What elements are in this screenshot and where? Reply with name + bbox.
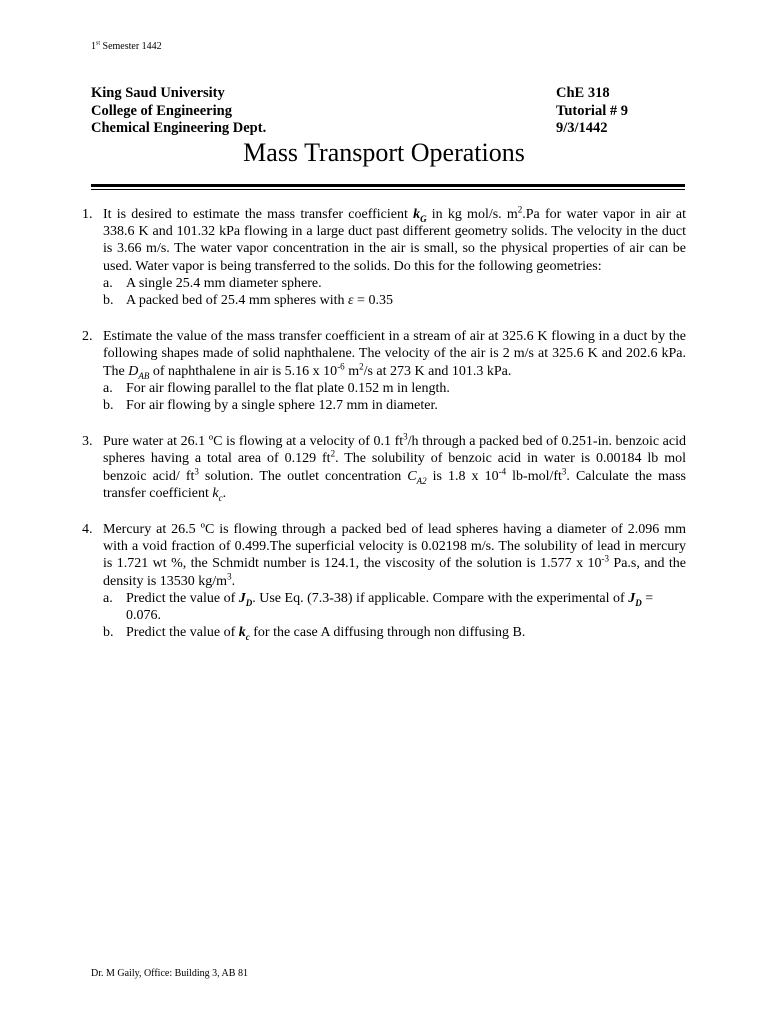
symbol: k — [212, 485, 219, 501]
text-run: . Use Eq. (7.3-38) if applicable. Compare with the experimental of — [252, 590, 629, 606]
subquestion-item — [103, 275, 686, 292]
problem-item — [82, 328, 686, 414]
problem-number: 1. — [82, 207, 93, 222]
text-run: solution. The outlet concentration — [198, 468, 408, 484]
subquestion-text: A single 25.4 mm diameter sphere. — [126, 275, 322, 291]
subquestion-item — [103, 397, 686, 414]
math-symbol — [238, 625, 250, 643]
page-title: Mass Transport Operations — [243, 138, 525, 167]
problem-text — [103, 206, 686, 275]
subquestion-label: b. — [103, 293, 114, 309]
subquestion-label: a. — [103, 590, 113, 606]
symbol: D — [128, 363, 139, 379]
institution-block — [91, 85, 266, 138]
problem-item — [82, 206, 686, 309]
course-block — [556, 85, 628, 138]
tutorial-number: Tutorial # 9 — [556, 102, 628, 119]
superscript: -3 — [601, 553, 609, 564]
math-symbol — [628, 591, 642, 606]
subquestion-text: For air flowing by a single sphere 12.7 mm in diameter. — [126, 398, 438, 414]
superscript: -4 — [498, 465, 507, 476]
problem-number: 2. — [82, 329, 93, 345]
text-run: Mercury at 26.5 ºC is flowing through a packed bed of lead spheres having a diameter of 2.096 mm with a void fraction of 0.499.The superficial velocity is 0.02198 m/s. The solubility of lead in mercury is 1.721 wt %, the Schmidt number is 124.1, the viscosity of the solution is 1.577 x 10 — [103, 522, 686, 572]
subscript: G — [420, 213, 427, 224]
subquestion-item — [103, 590, 686, 624]
subquestion-item — [103, 624, 686, 641]
subquestion-text: Predict the value of — [126, 590, 239, 606]
superscript: 2 — [517, 204, 523, 215]
text-run: . Calculate the mass transfer coefficient — [103, 468, 687, 501]
text-run: /h through a packed bed of 0.251-in. benzoic acid spheres having a total area of 0.129 ft — [103, 434, 686, 467]
text-run: lb-mol/ft — [506, 468, 562, 484]
department-name: Chemical Engineering Dept. — [91, 120, 267, 136]
semester-ordinal: st — [96, 40, 101, 47]
text-run: /s at 273 K and 101.3 kPa. — [363, 363, 512, 379]
problem-list — [82, 206, 686, 660]
superscript: 3 — [403, 431, 408, 442]
subquestion-label: b. — [103, 398, 114, 414]
problem-number: 3. — [82, 434, 93, 450]
subscript: D — [635, 597, 642, 608]
text-run: It is desired to estimate the mass transfer coefficient — [103, 207, 414, 222]
math-symbol — [239, 591, 253, 606]
text-run: . — [231, 573, 236, 589]
symbol: J — [628, 590, 636, 606]
subquestion-text: Predict the value of — [126, 625, 239, 641]
subquestion-label: a. — [103, 380, 113, 396]
subquestion-text: A packed bed of 25.4 mm spheres with — [126, 293, 349, 309]
text-run: m — [344, 363, 360, 379]
semester-number: 1 — [91, 41, 96, 52]
text-run: in kg mol/s. m — [426, 207, 518, 222]
subquestion-item — [103, 380, 686, 397]
math-symbol — [128, 364, 149, 379]
subscript: c — [218, 492, 223, 503]
title-divider-thin — [91, 189, 685, 190]
text-run: Estimate the value of the mass transfer coefficient in a stream of air at 325.6 K flowing in a duct by the following shapes made of solid naphthalene. The velocity of the air is 2 m/s at 325.6 K and 202.6 kPa. The — [103, 329, 686, 379]
problem-item — [82, 433, 686, 502]
document-date: 9/3/1442 — [556, 120, 608, 136]
symbol: J — [238, 590, 246, 606]
text-run: = 0.35 — [353, 293, 393, 309]
subquestion-label: a. — [103, 275, 113, 291]
page-footer: Dr. M Gaily, Office: Building 3, AB 81 — [91, 968, 248, 979]
subquestion-text: For air flowing parallel to the flat plate 0.152 m in length. — [126, 380, 450, 396]
text-run: of naphthalene in air is 5.16 x 10 — [149, 363, 338, 379]
superscript: 2 — [330, 448, 336, 459]
text-run: for the case A diffusing through non diffusing B. — [249, 625, 526, 641]
semester-label — [91, 41, 162, 52]
semester-text: Semester 1442 — [100, 41, 162, 52]
subscript: A2 — [416, 475, 427, 486]
course-code: ChE 318 — [556, 85, 610, 101]
subscript: D — [245, 597, 253, 608]
subquestion-list — [103, 380, 686, 414]
superscript: 3 — [194, 465, 199, 476]
problem-item — [82, 521, 686, 641]
symbol: k — [413, 207, 421, 222]
subquestion-label: b. — [103, 625, 114, 641]
problem-number: 4. — [82, 522, 93, 538]
math-symbol: ε — [348, 293, 354, 309]
math-symbol — [413, 207, 427, 222]
text-run: .Pa for water vapor in air at 338.6 K and 101.32 kPa flowing in a large duct past different geometry solids. The velocity in the duct is 3.66 m/s. The water vapor concentration in the air is small, so the physical properties of air can be used. Water vapor is being transferred to the solids. Do this for the following geometries: — [103, 207, 686, 274]
superscript: -6 — [337, 360, 345, 371]
problem-text — [103, 433, 686, 502]
problem-text — [103, 521, 686, 590]
university-name: King Saud University — [91, 85, 225, 101]
symbol: C — [407, 468, 417, 484]
problem-text — [103, 328, 686, 380]
text-run: Pa.s, and the density is 13530 kg/m — [103, 556, 687, 589]
subscript: c — [245, 632, 250, 643]
title-divider-thick — [91, 184, 685, 187]
text-run: = 0.076. — [126, 590, 654, 624]
college-name: College of Engineering — [91, 102, 232, 119]
text-run: Pure water at 26.1 ºC is flowing at a velocity of 0.1 ft — [103, 434, 404, 450]
subscript: AB — [138, 370, 150, 381]
math-symbol — [212, 486, 222, 501]
text-run: . — [222, 485, 227, 501]
superscript: 3 — [227, 571, 232, 581]
subquestion-list — [103, 275, 686, 309]
subquestion-list — [103, 590, 686, 642]
text-run: is 1.8 x 10 — [426, 468, 499, 484]
superscript: 3 — [561, 465, 567, 476]
symbol: k — [238, 625, 246, 641]
superscript: 2 — [359, 360, 364, 371]
text-run: . The solubility of benzoic acid in water is 0.00184 lb mol benzoic acid/ ft — [103, 451, 686, 484]
math-symbol — [407, 469, 426, 484]
subquestion-item — [103, 292, 686, 309]
